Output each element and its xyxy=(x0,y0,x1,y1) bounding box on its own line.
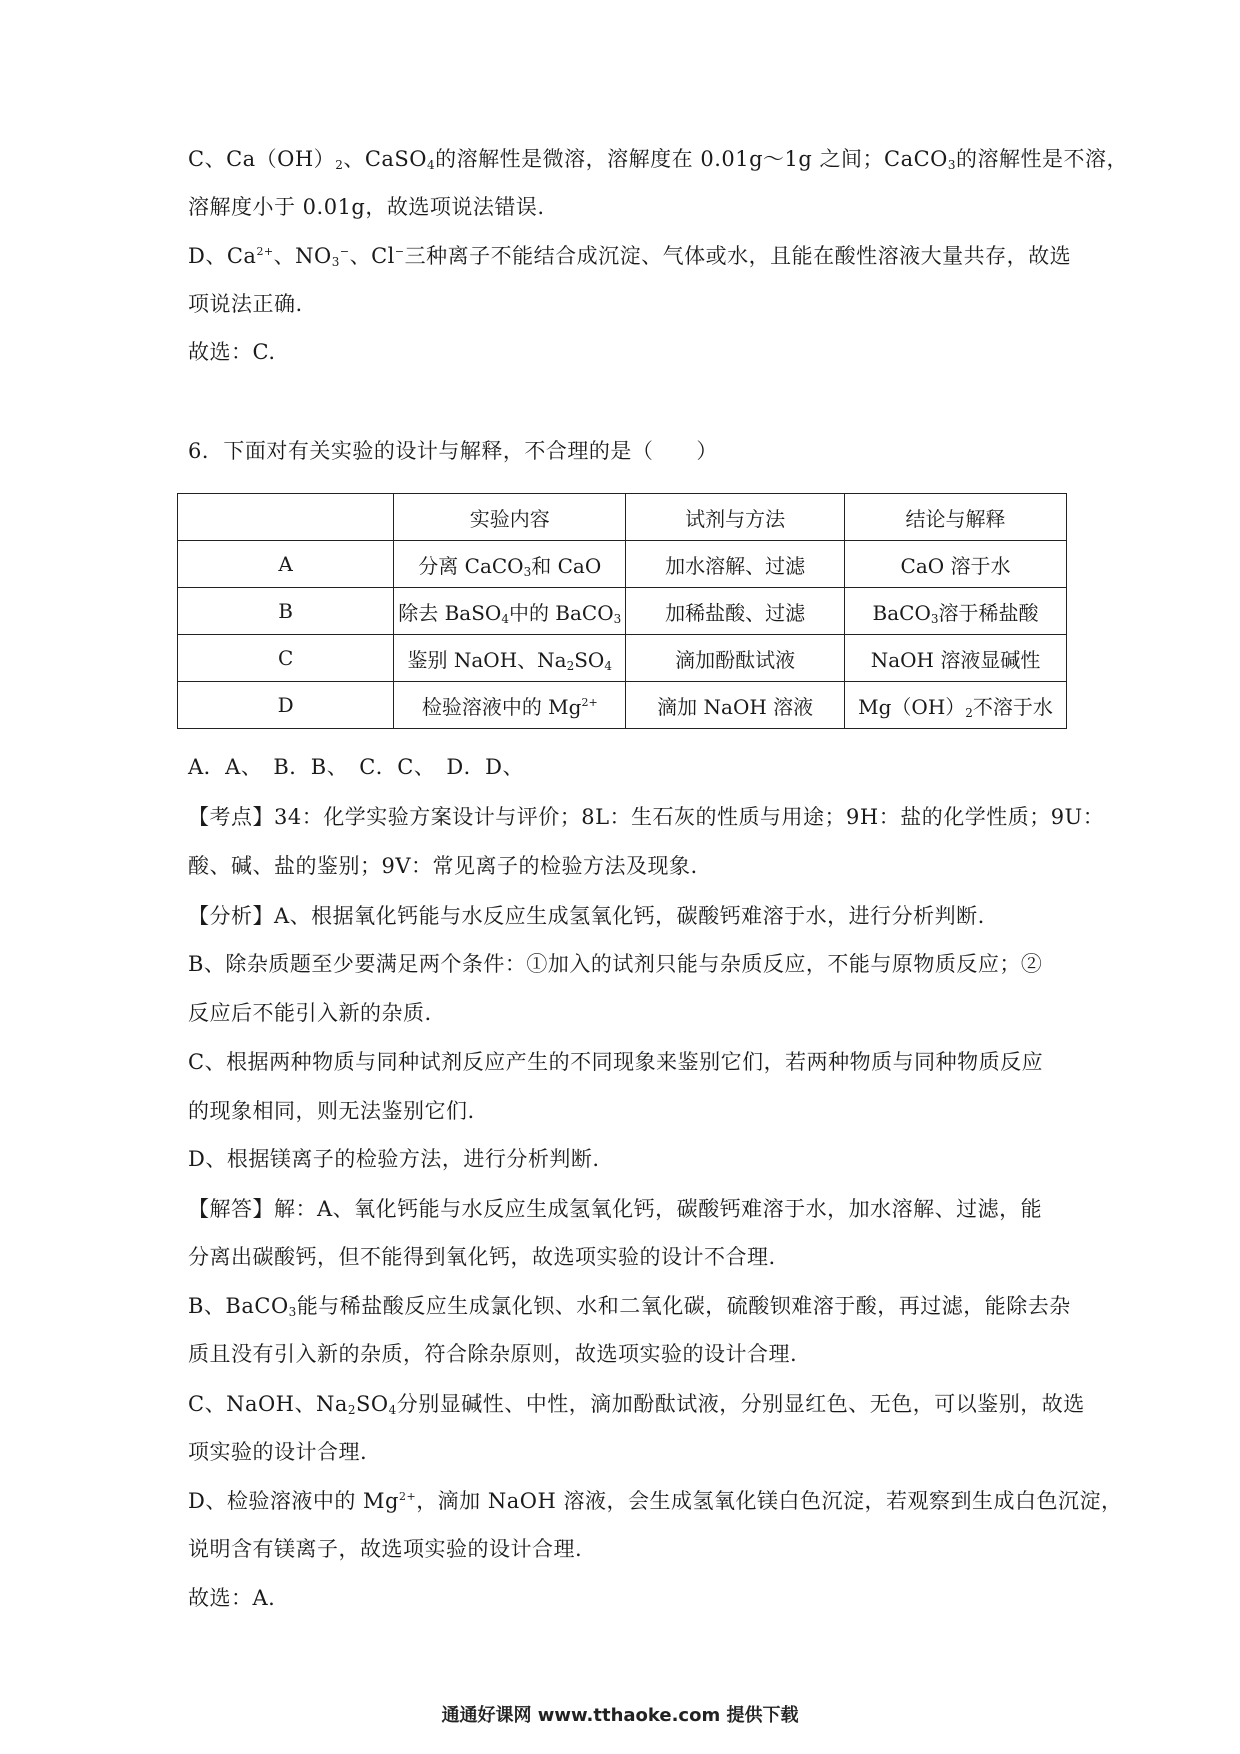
table-row xyxy=(178,682,1067,729)
solution-line-d-1: D、$Ca^{2+}$、$NO_3^-$、Cl−三种离子不能结合成沉淀、气体或水，且能在酸性溶液大量共存，故选 xyxy=(188,244,1072,269)
row-content: 检验溶液中的 $Mg^{2+}$ xyxy=(394,682,626,729)
fenxi-line-d: D、根据镁离子的检验方法，进行分析判断. xyxy=(188,1147,600,1171)
row-conclusion: BaCO$_3$溶于稀盐酸 xyxy=(845,588,1067,635)
jieda-line-c2: 项实验的设计合理. xyxy=(188,1440,368,1464)
row-conclusion: NaOH 溶液显碱性 xyxy=(845,635,1067,682)
jieda-line-d2: 说明含有镁离子，故选项实验的设计合理. xyxy=(188,1537,583,1561)
row-content: 鉴别 NaOH、$Na_2SO_4$ xyxy=(394,635,626,682)
fenxi-line-c1: C、根据两种物质与同种试剂反应产生的不同现象来鉴别它们，若两种物质与同种物质反应 xyxy=(188,1050,1044,1074)
row-label: A xyxy=(178,541,394,588)
row-method: 加稀盐酸、过滤 xyxy=(626,588,845,635)
row-method: 加水溶解、过滤 xyxy=(626,541,845,588)
table-row xyxy=(178,541,1067,588)
final-answer: 故选：A. xyxy=(188,1586,276,1610)
solution-line-d-2: 项说法正确. xyxy=(188,292,303,316)
fenxi-line-c2: 的现象相同，则无法鉴别它们. xyxy=(188,1099,475,1123)
jieda-line-a1: 【解答】解：A、氧化钙能与水反应生成氢氧化钙，碳酸钙难溶于水，加水溶解、过滤，能 xyxy=(188,1197,1043,1221)
table-row xyxy=(178,588,1067,635)
fenxi-line-a: 【分析】A、根据氧化钙能与水反应生成氢氧化钙，碳酸钙难溶于水，进行分析判断. xyxy=(188,904,985,928)
row-content: 除去 BaSO$_4$中的 BaCO$_3$ xyxy=(394,588,626,635)
fenxi-line-b2: 反应后不能引入新的杂质. xyxy=(188,1001,432,1025)
experiment-table xyxy=(177,493,1067,729)
jieda-line-b1: B、BaCO$_3$能与稀盐酸反应生成氯化钡、水和二氧化碳，硫酸钡难溶于酸，再过滤，能除去杂 xyxy=(188,1294,1071,1319)
kaodian-line-1: 【考点】34：化学实验方案设计与评价；8L：生石灰的性质与用途；9H：盐的化学性质；9U： xyxy=(188,805,1105,829)
row-label: D xyxy=(178,682,394,729)
jieda-line-c1: C、NaOH、$Na_2SO_4$分别显碱性、中性，滴加酚酞试液，分别显红色、无色，可以鉴别，故选 xyxy=(188,1392,1085,1417)
table-header-cell xyxy=(178,494,394,541)
row-label: C xyxy=(178,635,394,682)
footer-watermark: 通通好课网 www.tthaoke.com 提供下载 xyxy=(441,1705,799,1726)
jieda-line-d1: D、检验溶液中的 $Mg^{2+}$，滴加 NaOH 溶液，会生成氢氧化镁白色沉淀，若观察到生成白色沉淀， xyxy=(188,1489,1123,1513)
table-header-cell: 结论与解释 xyxy=(845,494,1067,541)
row-method: 滴加酚酞试液 xyxy=(626,635,845,682)
table-header-cell: 试剂与方法 xyxy=(626,494,845,541)
row-conclusion: $Mg(OH)_2$不溶于水 xyxy=(845,682,1067,729)
table-header-cell: 实验内容 xyxy=(394,494,626,541)
row-content: 分离 CaCO$_3$和 CaO xyxy=(394,541,626,588)
solution-line-c-2: 溶解度小于 0.01g，故选项说法错误. xyxy=(188,195,545,219)
row-method: 滴加 NaOH 溶液 xyxy=(626,682,845,729)
question-title: 6．下面对有关实验的设计与解释，不合理的是（ ） xyxy=(188,439,718,463)
table-header-row xyxy=(178,494,1067,541)
table-row xyxy=(178,635,1067,682)
kaodian-line-2: 酸、碱、盐的鉴别；9V：常见离子的检验方法及现象. xyxy=(188,854,698,878)
fenxi-line-b1: B、除杂质题至少要满足两个条件：①加入的试剂只能与杂质反应，不能与原物质反应；② xyxy=(188,952,1043,976)
prev-answer: 故选：C. xyxy=(188,340,276,364)
jieda-line-b2: 质且没有引入新的杂质，符合除杂原则，故选项实验的设计合理. xyxy=(188,1342,798,1366)
answer-options: A．A、 B．B、 C．C、 D．D、 xyxy=(188,755,525,779)
row-label: B xyxy=(178,588,394,635)
row-conclusion: CaO 溶于水 xyxy=(845,541,1067,588)
solution-line-c-1: C、$Ca(OH)_2$、CaSO$_4$的溶解性是微溶，溶解度在 0.01g～1g 之间；CaCO$_3$的溶解性是不溶， xyxy=(188,147,1129,172)
jieda-line-a2: 分离出碳酸钙，但不能得到氧化钙，故选项实验的设计不合理. xyxy=(188,1245,776,1269)
